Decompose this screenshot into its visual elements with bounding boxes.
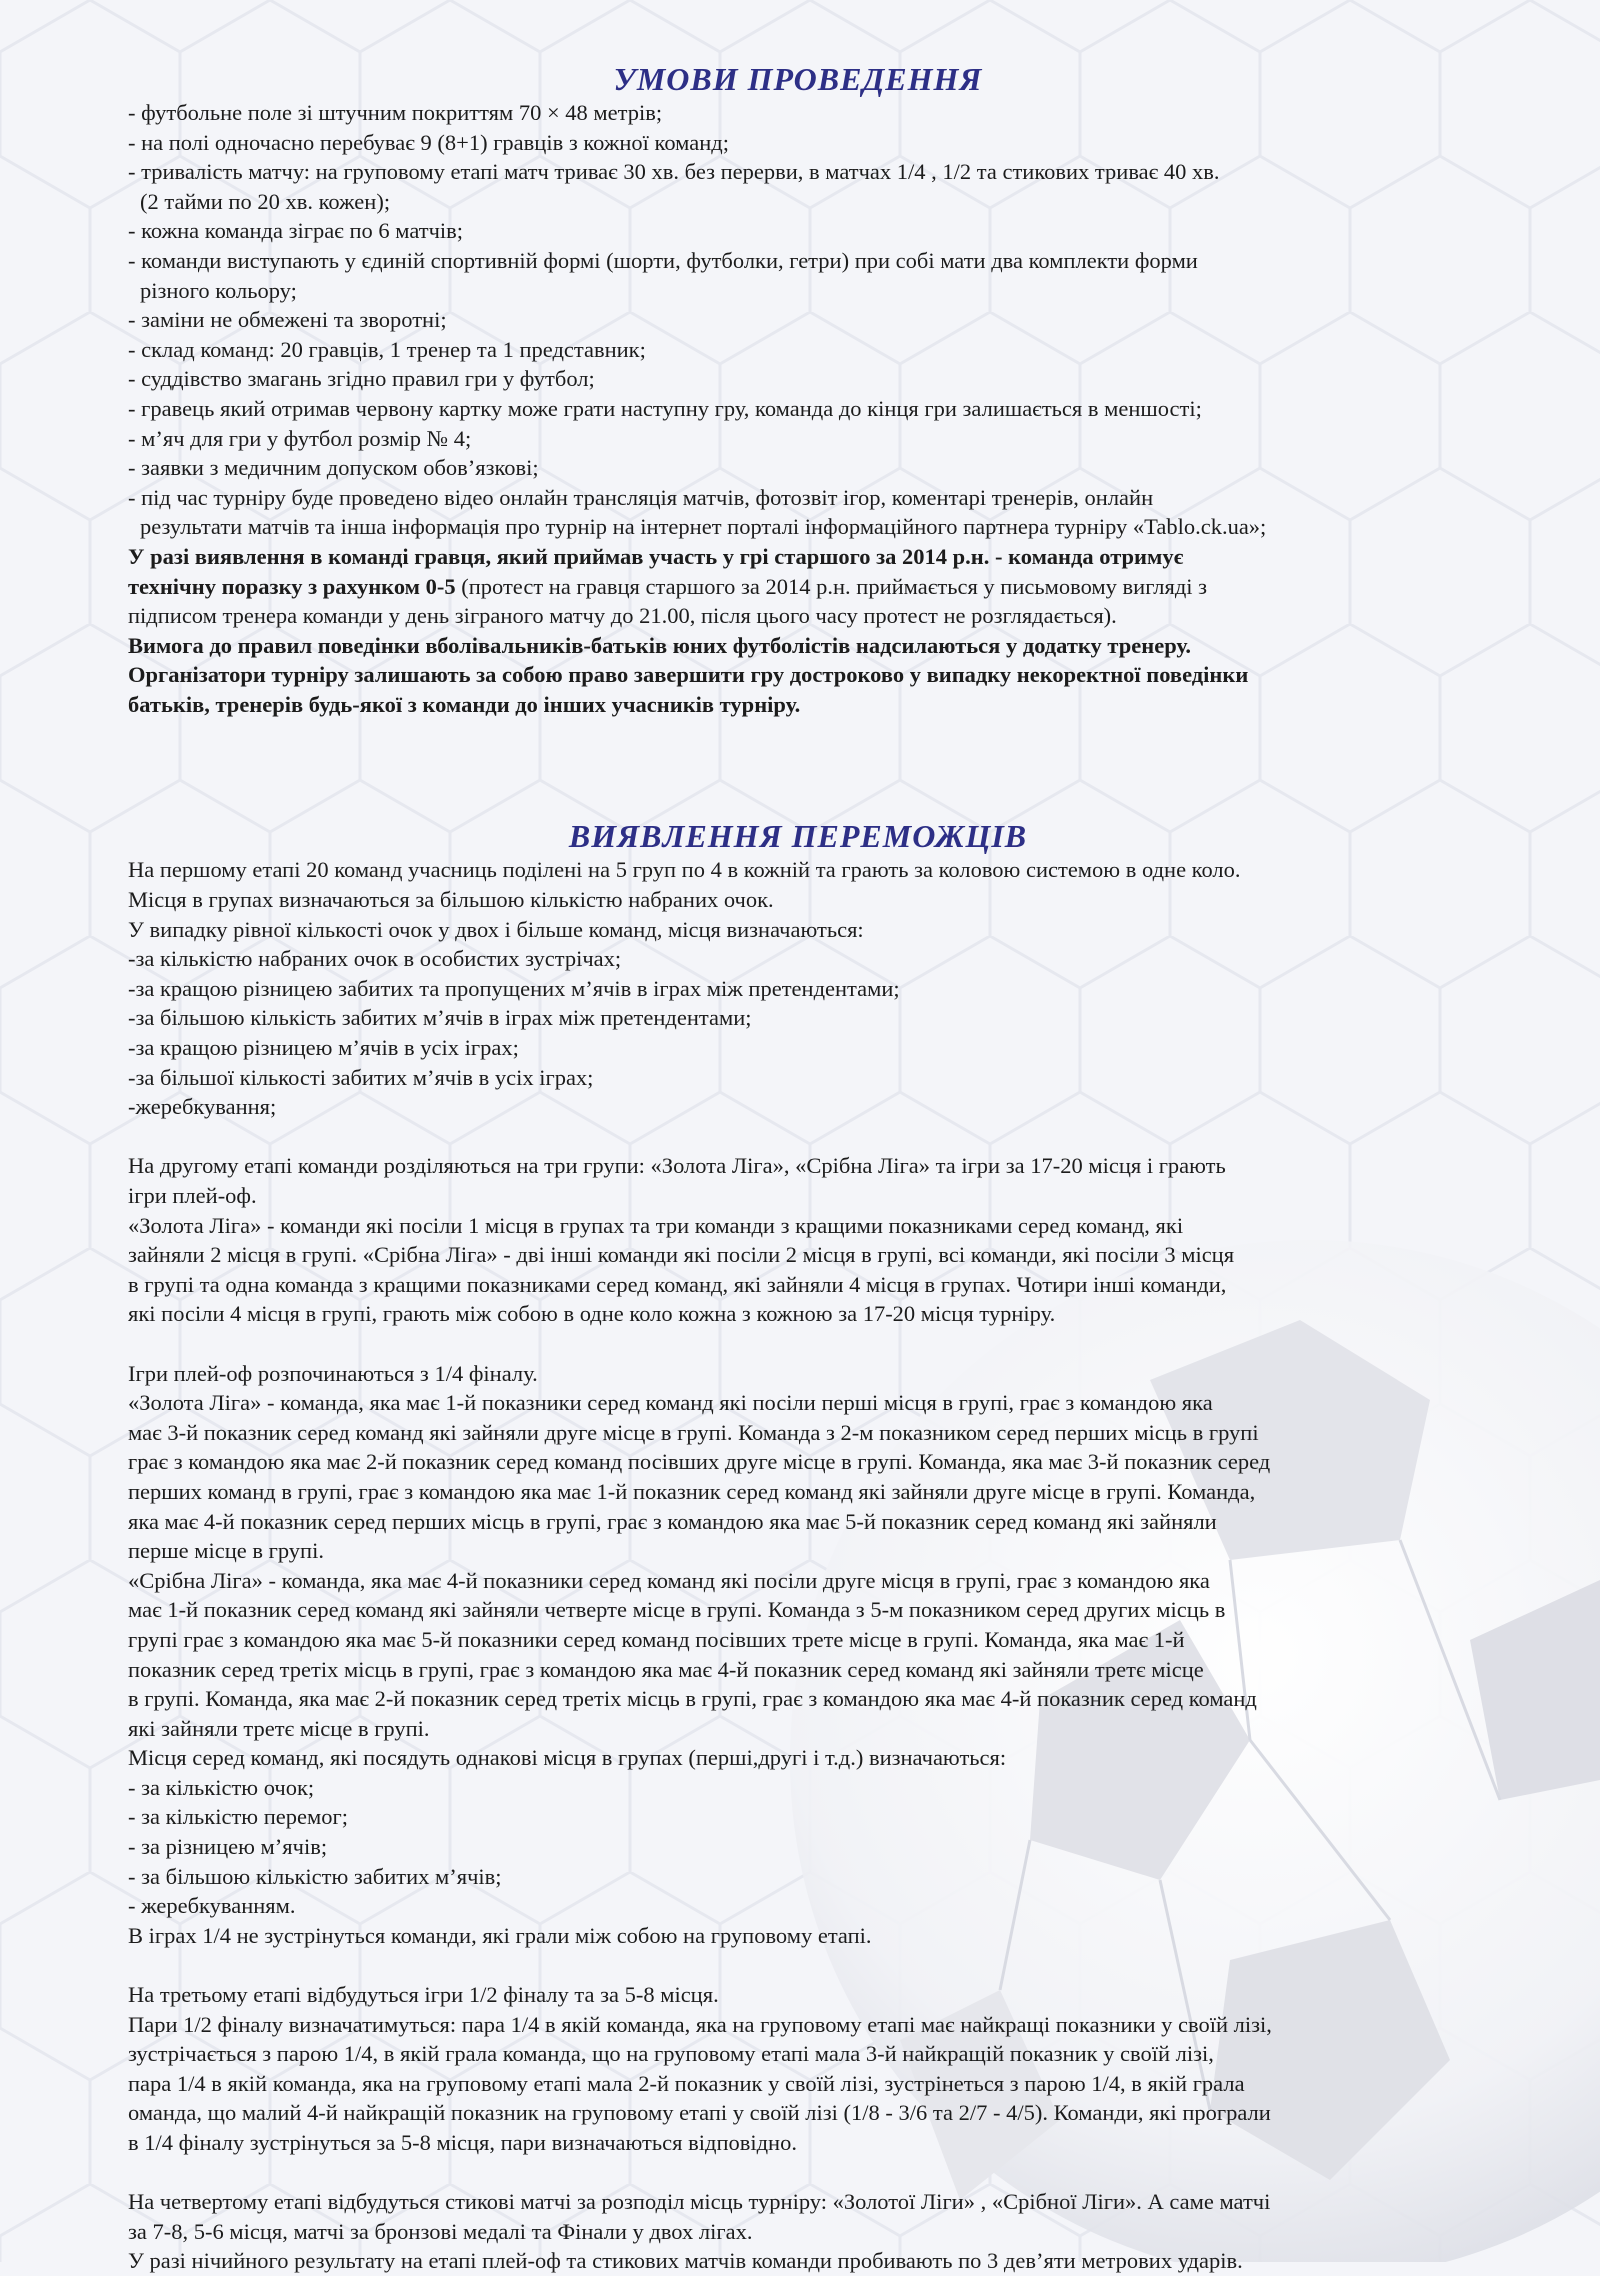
paragraph-line: -за більшою кількість забитих м’ячів в іграх між претендентами; — [128, 1005, 752, 1031]
penalty-emphasis: технічну поразку з рахунком 0-5 — [128, 573, 456, 599]
condition-line: - заміни не обмежені та зворотні; — [128, 307, 447, 333]
paragraph-line: за 7-8, 5-6 місця, матчі за бронзові медалі та Фінали у двох лігах. — [128, 2218, 753, 2244]
stage-three-paragraph — [128, 1980, 1468, 2158]
paragraph-line: зайняли 2 місця в групі. «Срібна Ліга» - дві інші команди які посіли 2 місця в групі, всі команди, які посіли 3 місця — [128, 1242, 1235, 1268]
paragraph-line: - за кількістю очок; — [128, 1774, 315, 1800]
paragraph-gap — [128, 2158, 1468, 2188]
paragraph-line: перших команд в групі, грає з командою яка має 1-й показник серед команд які зайняли друге місце в групі. Команда, — [128, 1478, 1256, 1504]
organizer-notice — [128, 631, 1468, 720]
paragraph-line: пара 1/4 в якій команда, яка на груповому етапі мала 2-й показник у своїй лізі, зустрінеться з парою 1/4, в якій грала — [128, 2070, 1245, 2096]
paragraph-line: «Срібна Ліга» - команда, яка має 4-й показники серед команд які посіли друге місця в групі, грає з командою яка — [128, 1567, 1210, 1593]
stage-one-paragraph — [128, 855, 1468, 1121]
paragraph-line: Ігри плей-оф розпочинаються з 1/4 фіналу. — [128, 1360, 538, 1386]
stage-two-paragraph — [128, 1151, 1468, 1329]
condition-line: - гравець який отримав червону картку може грати наступну гру, команда до кінця гри залишається в меншості; — [128, 395, 1202, 421]
paragraph-line: перше місце в групі. — [128, 1538, 324, 1564]
paragraph-line: які посіли 4 місця в групі, грають між собою в одне коло кожна з кожною за 17-20 місця турніру. — [128, 1301, 1056, 1327]
condition-line: - під час турніру буде проведено відео онлайн трансляція матчів, фотозвіт ігор, коментарі тренерів, онлайн — [128, 484, 1154, 510]
stage-four-paragraph — [128, 2187, 1468, 2276]
condition-line: результати матчів та інша інформація про турнір на інтернет порталі інформаційного партнера турніру «Tablo.ck.ua»; — [140, 514, 1267, 540]
paragraph-line: в групі та одна команда з кращими показниками серед команд, які зайняли 4 місця в групах. Чотири інші команди, — [128, 1271, 1227, 1297]
paragraph-line: яка має 4-й показник серед перших місць в групі, грає з командою яка має 5-й показник серед команд які зайняли — [128, 1508, 1217, 1534]
paragraph-line: - за різницею м’ячів; — [128, 1834, 328, 1860]
paragraph-line: грає з командою яка має 2-й показник серед команд посівших друге місце в групі. Команда, яка має 3-й показник серед — [128, 1449, 1271, 1475]
paragraph-line: -за кращою різницею забитих та пропущених м’ячів в іграх між претендентами; — [128, 975, 900, 1001]
paragraph-line: В іграх 1/4 не зустрінуться команди, які грали між собою на груповому етапі. — [128, 1922, 872, 1948]
section-title-winners: ВИЯВЛЕННЯ ПЕРЕМОЖЦІВ — [568, 818, 1028, 855]
paragraph-gap — [128, 1122, 1468, 1152]
condition-line: різного кольору; — [140, 277, 297, 303]
paragraph-line: На четвертому етапі відбудуться стикові матчі за розподіл місць турніру: «Золотої Ліги» , «Срібної Ліги». А саме матчі — [128, 2189, 1271, 2215]
notice-line: батьків, тренерів будь-якої з команди до інших учасників турніру. — [128, 691, 801, 717]
penalty-text: (протест на гравця старшого за 2014 р.н. приймається у письмовому вигляді з — [455, 573, 1208, 599]
condition-line: - футбольне поле зі штучним покриттям 70 × 48 метрів; — [128, 100, 663, 125]
paragraph-line: У разі нічийного результату на етапі плей-оф та стикових матчів команди пробивають по 3 дев’яти метрових ударів. — [128, 2248, 1243, 2274]
condition-line: - на полі одночасно перебуває 9 (8+1) гравців з кожної команд; — [128, 129, 729, 155]
notice-line: Вимога до правил поведінки вболівальників-батьків юних футболістів надсилаються у додатку тренеру. — [128, 632, 1192, 658]
paragraph-line: У випадку рівної кількості очок у двох і більше команд, місця визначаються: — [128, 916, 864, 942]
paragraph-line: Місця серед команд, які посядуть однакові місця в групах (перші,другі і т.д.) визначаються: — [128, 1745, 1007, 1771]
penalty-line: У разі виявлення в команді гравця, який приймав участь у грі старшого за 2014 р.н. - команда отримує — [128, 543, 1184, 569]
paragraph-line: оманда, що малий 4-й найкращій показник на груповому етапі у своїй лізі (1/8 - 3/6 та 2/7 - 4/5). Команди, які програли — [128, 2100, 1271, 2126]
paragraph-line: Пари 1/2 фіналу визначатимуться: пара 1/4 в якій команда, яка на груповому етапі має найкращі показники у своїй лізі, — [128, 2011, 1272, 2037]
condition-line: - команди виступають у єдиній спортивній формі (шорти, футболки, гетри) при собі мати два комплекти форми — [128, 247, 1198, 273]
condition-line: - заявки з медичним допуском обов’язкові; — [128, 455, 539, 481]
paragraph-line: - за кількістю перемог; — [128, 1804, 348, 1830]
penalty-line — [128, 572, 1468, 602]
paragraph-gap — [128, 1329, 1468, 1359]
condition-line: - кожна команда зіграє по 6 матчів; — [128, 218, 464, 244]
condition-line: (2 тайми по 20 хв. кожен); — [140, 188, 391, 214]
paragraph-line: ігри плей-оф. — [128, 1183, 257, 1208]
paragraph-line: які зайняли третє місце в групі. — [128, 1715, 430, 1741]
conditions-list — [128, 98, 1468, 542]
condition-line: - тривалість матчу: на груповому етапі матч триває 30 хв. без перерви, в матчах 1/4 , 1/2 та стикових триває 40 хв. — [128, 159, 1220, 185]
paragraph-line: групі грає з командою яка має 5-й показники серед команд посівших трете місце в групі. Команда, яка має 1-й — [128, 1626, 1185, 1652]
paragraph-line: -за більшої кількості забитих м’ячів в усіх іграх; — [128, 1064, 594, 1090]
document-body — [128, 58, 1468, 2276]
paragraph-line: На другому етапі команди розділяються на три групи: «Золота Ліга», «Срібна Ліга» та ігри за 17-20 місця і грають — [128, 1153, 1226, 1179]
condition-line: - м’яч для гри у футбол розмір № 4; — [128, 425, 472, 451]
paragraph-line: зустрічається з парою 1/4, в якій грала команда, що на груповому етапі мала 3-й найкращій показник у своїй лізі, — [128, 2041, 1214, 2067]
paragraph-line: - жеребкуванням. — [128, 1893, 296, 1919]
paragraph-line: має 1-й показник серед команд які зайняли четверте місце в групі. Команда з 5-м показником серед других місць в — [128, 1597, 1226, 1623]
condition-line: - склад команд: 20 гравців, 1 тренер та 1 представник; — [128, 336, 646, 362]
playoff-paragraph — [128, 1359, 1468, 1951]
paragraph-gap — [128, 1950, 1468, 1980]
paragraph-line: показник серед третіх місць в групі, грає з командою яка має 4-й показник серед команд які зайняли третє місце — [128, 1656, 1204, 1682]
penalty-notice — [128, 542, 1468, 631]
paragraph-line: «Золота Ліга» - команда, яка має 1-й показники серед команд які посіли перші місця в групі, грає з командою яка — [128, 1390, 1213, 1416]
paragraph-line: Місця в групах визначаються за більшою кількістю набраних очок. — [128, 887, 774, 913]
condition-line: - суддівство змагань згідно правил гри у футбол; — [128, 366, 595, 392]
notice-line: Організатори турніру залишають за собою право завершити гру достроково у випадку некоректної поведінки — [128, 662, 1249, 688]
paragraph-line: На третьому етапі відбудуться ігри 1/2 фіналу та за 5-8 місця. — [128, 1982, 719, 2008]
paragraph-line: На першому етапі 20 команд учасниць поділені на 5 груп по 4 в кожній та грають за коловою системою в одне коло. — [128, 857, 1241, 883]
penalty-line: підписом тренера команди у день зіграного матчу до 21.00, після цього часу протест не розглядається). — [128, 603, 1117, 629]
paragraph-line: в групі. Команда, яка має 2-й показник серед третіх місць в групі, грає з командою яка має 4-й показник серед команд — [128, 1686, 1257, 1712]
section-title-conditions: УМОВИ ПРОВЕДЕННЯ — [613, 61, 983, 97]
paragraph-line: має 3-й показник серед команд які зайняли друге місце в групі. Команда з 2-м показником серед перших місць в групі — [128, 1419, 1259, 1445]
paragraph-line: «Золота Ліга» - команди які посіли 1 місця в групах та три команди з кращими показниками серед команд, які — [128, 1212, 1184, 1238]
paragraph-line: в 1/4 фіналу зустрінуться за 5-8 місця, пари визначаються відповідно. — [128, 2130, 797, 2155]
paragraph-line: - за більшою кількістю забитих м’ячів; — [128, 1863, 502, 1889]
paragraph-line: -за кількістю набраних очок в особистих зустрічах; — [128, 946, 622, 972]
paragraph-line: -за кращою різницею м’ячів в усіх іграх; — [128, 1035, 519, 1061]
paragraph-line: -жеребкування; — [128, 1094, 277, 1120]
